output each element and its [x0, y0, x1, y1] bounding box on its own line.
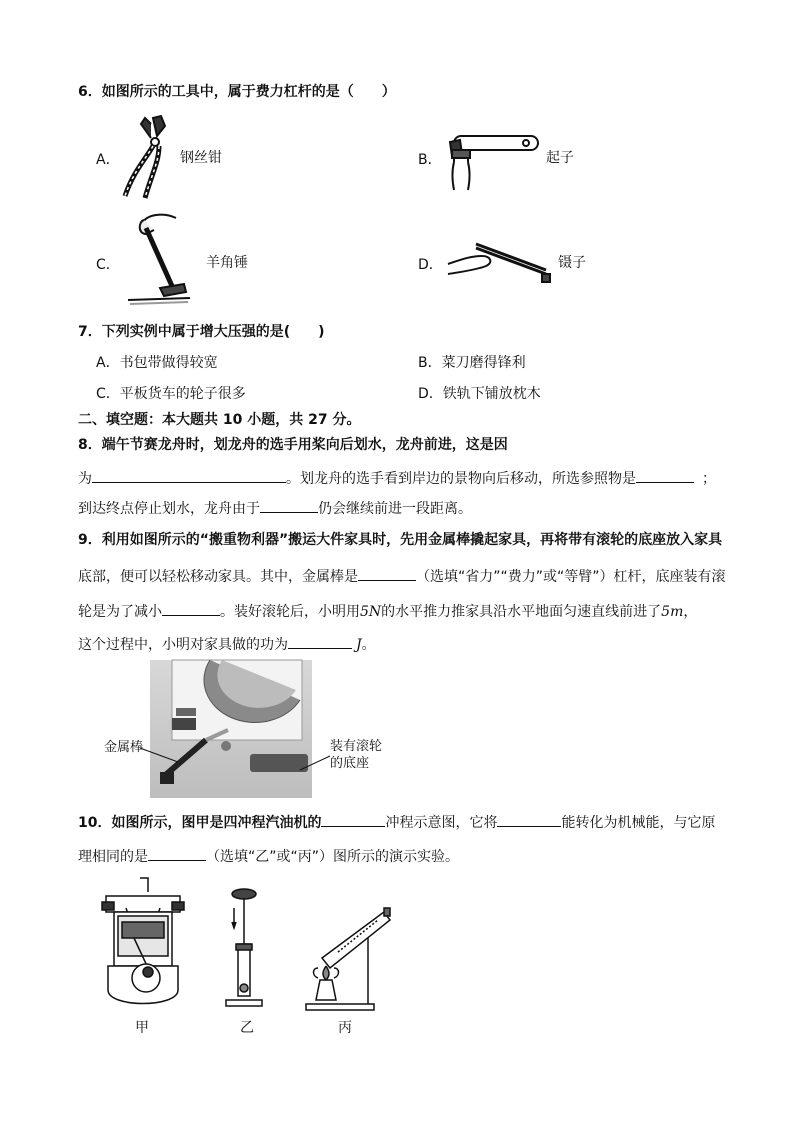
q9-blank-2[interactable] — [162, 601, 220, 616]
q6-stem: 6．如图所示的工具中，属于费力杠杆的是（ ） — [78, 84, 396, 100]
q8-blank-3[interactable] — [260, 498, 318, 513]
q10-blank-2[interactable] — [497, 812, 561, 827]
q6-option-b-letter: B． — [418, 152, 442, 168]
q9-line-2: 底部，便可以轻松移动家具。其中，金属棒是 （选填“省力”“费力”或“等臂”）杠杆，底座装有滚 — [78, 566, 726, 587]
q7-option-d: D．铁轨下铺放枕木 — [418, 386, 541, 402]
q9-blank-1[interactable] — [358, 566, 416, 581]
q10-figure-label-jia: 甲 — [135, 1020, 149, 1036]
q9-line-4: 这个过程中，小明对家具做的功为 J。 — [78, 634, 376, 655]
q6-option-a-label: 钢丝钳 — [180, 150, 222, 166]
section-heading: 二、填空题：本大题共 10 小题，共 27 分。 — [78, 412, 361, 428]
q9-line-3: 轮是为了减小 。装好滚轮后，小明用5N的水平推力推家具沿水平地面匀速直线前进了5m， — [78, 601, 697, 622]
bottle-opener-icon — [440, 124, 540, 194]
q6-option-d-letter: D． — [418, 257, 443, 273]
q6-option-b-label: 起子 — [546, 150, 574, 166]
q9-rod-pointer — [140, 746, 180, 766]
q7-option-a: A．书包带做得较宽 — [96, 355, 218, 371]
q9-figure-label-base: 装有滚轮 的底座 — [330, 739, 383, 771]
q8-blank-1[interactable] — [92, 468, 286, 483]
q6-option-a-letter: A． — [96, 152, 120, 168]
heated-test-tube-diagram — [298, 906, 394, 1010]
q7-stem: 7．下列实例中属于增大压强的是( ) — [78, 324, 325, 340]
q8-line-2: 为 。划龙舟的选手看到岸边的景物向后移动，所选参照物是 ； — [78, 468, 716, 489]
q8-line-1: 8．端午节赛龙舟时，划龙舟的选手用桨向后划水，龙舟前进，这是因 — [78, 437, 508, 453]
q10-line-2: 理相同的是 （选填“乙”或“丙”）图所示的演示实验。 — [78, 846, 459, 867]
tweezers-icon — [446, 234, 556, 286]
q6-option-c-letter: C． — [96, 257, 120, 273]
q6-option-c-label: 羊角锤 — [206, 255, 248, 271]
engine-diagram — [100, 878, 186, 1016]
q10-figure-label-bing: 丙 — [338, 1020, 352, 1036]
furniture-mover-photo — [150, 660, 312, 798]
q6-option-d-label: 镊子 — [558, 255, 586, 271]
claw-hammer-icon — [124, 208, 194, 308]
q8-blank-2[interactable] — [636, 468, 694, 483]
fire-syringe-diagram — [220, 888, 270, 1012]
q9-line-1: 9．利用如图所示的“搬重物利器”搬运大件家具时，先用金属棒撬起家具，再将带有滚轮的底座放入家具 — [78, 532, 723, 548]
q8-line-3: 到达终点停止划水，龙舟由于 仍会继续前进一段距离。 — [78, 498, 472, 519]
q9-blank-3[interactable] — [288, 634, 352, 649]
q7-option-c: C．平板货车的轮子很多 — [96, 386, 246, 402]
q10-blank-3[interactable] — [148, 846, 206, 861]
q9-base-pointer — [300, 754, 332, 774]
q10-blank-1[interactable] — [321, 812, 385, 827]
q10-figure-label-yi: 乙 — [240, 1020, 254, 1036]
q7-option-b: B．菜刀磨得锋利 — [418, 355, 526, 371]
pliers-icon — [115, 114, 175, 200]
q9-figure-label-rod: 金属棒 — [104, 740, 144, 755]
q10-line-1: 10．如图所示，图甲是四冲程汽油机的 冲程示意图，它将 能转化为机械能，与它原 — [78, 812, 715, 833]
